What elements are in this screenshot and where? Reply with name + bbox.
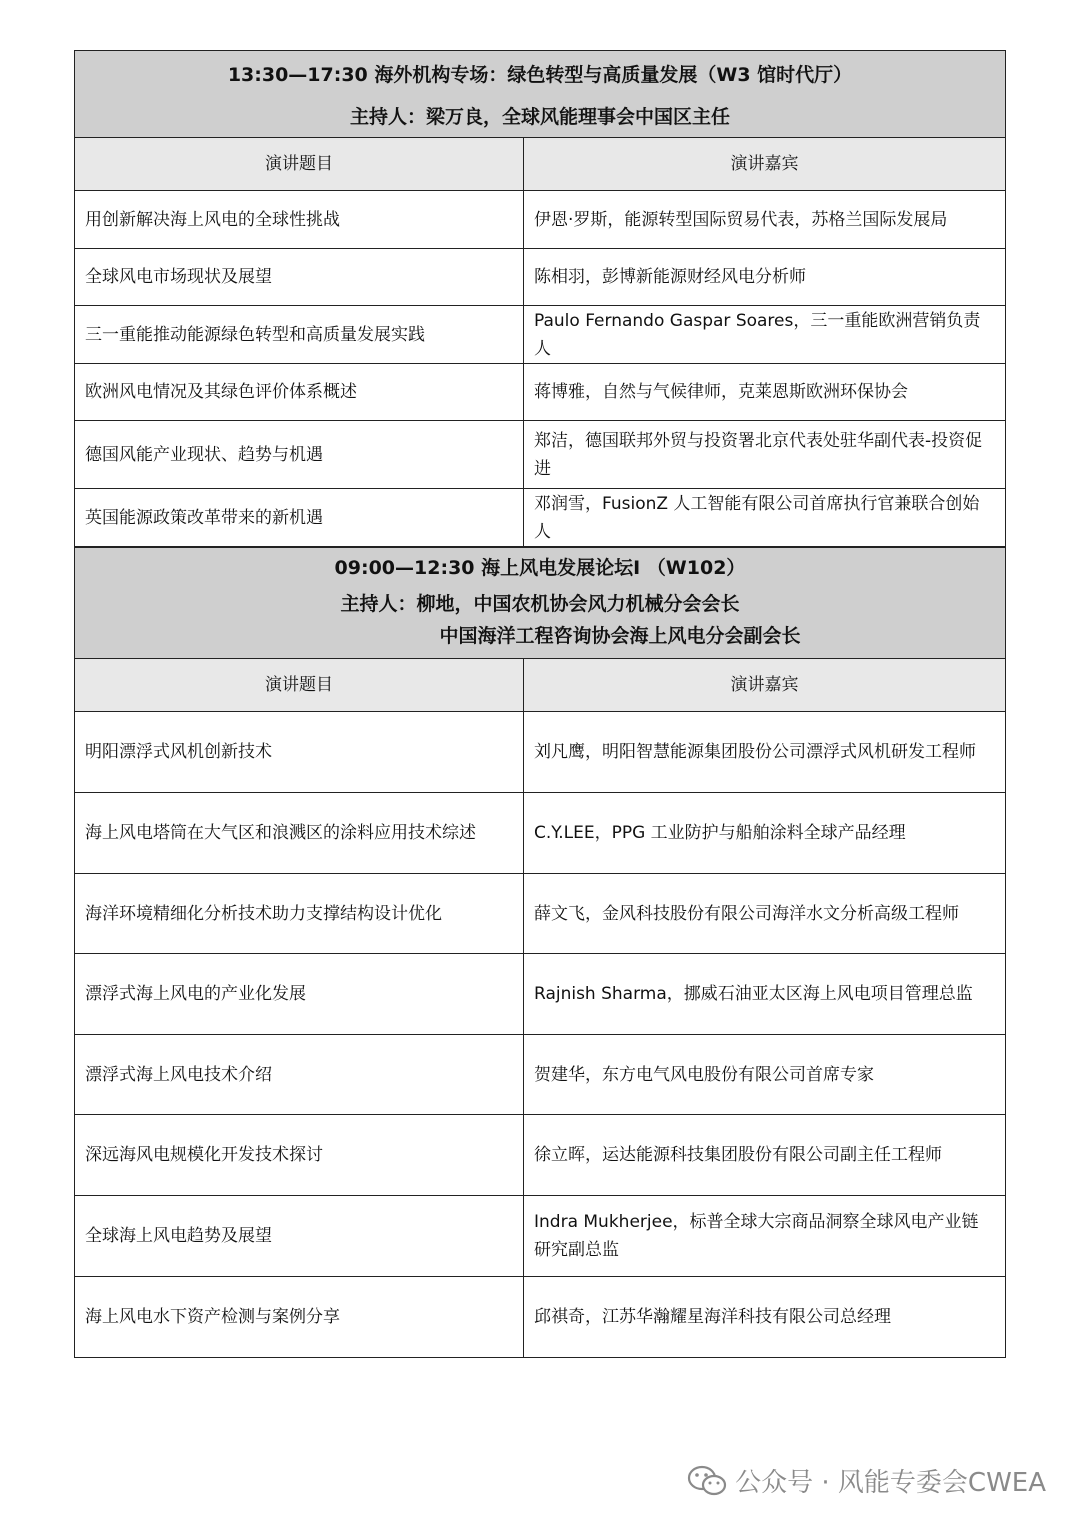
wechat-icon bbox=[687, 1464, 727, 1498]
topic-cell: 欧洲风电情况及其绿色评价体系概述 bbox=[75, 364, 524, 420]
speaker-cell: Indra Mukherjee，标普全球大宗商品洞察全球风电产业链研究副总监 bbox=[534, 1212, 979, 1260]
column-header-topic: 演讲题目 bbox=[75, 138, 524, 190]
table-row bbox=[75, 306, 1005, 364]
table-row bbox=[75, 874, 1005, 954]
section-host: 主持人：柳地，中国农机协会风力机械分会会长 bbox=[340, 593, 740, 615]
column-header-row bbox=[75, 659, 1005, 712]
section-title: 09:00—12:30 海上风电发展论坛Ⅰ （W102） bbox=[334, 557, 746, 579]
table-row bbox=[75, 1277, 1005, 1357]
speaker-cell: 蒋博雅，自然与气候律师，克莱恩斯欧洲环保协会 bbox=[534, 382, 908, 402]
topic-cell: 全球风电市场现状及展望 bbox=[75, 249, 524, 305]
table-row bbox=[75, 712, 1005, 793]
footer-text: 公众号 · 风能专委会CWEA bbox=[735, 1468, 1046, 1498]
topic-cell: 漂浮式海上风电的产业化发展 bbox=[75, 954, 524, 1034]
speaker-cell: Rajnish Sharma，挪威石油亚太区海上风电项目管理总监 bbox=[534, 983, 973, 1004]
speaker-cell: Paulo Fernando Gaspar Soares，三一重能欧洲营销负责人 bbox=[534, 310, 981, 359]
speaker-cell: 刘凡鹰，明阳智慧能源集团股份公司漂浮式风机研发工程师 bbox=[534, 741, 976, 762]
column-header-speaker: 演讲嘉宾 bbox=[730, 675, 799, 695]
speaker-cell: 伊恩·罗斯，能源转型国际贸易代表，苏格兰国际发展局 bbox=[534, 209, 948, 230]
table-row bbox=[75, 793, 1005, 874]
speaker-cell: 郑洁，德国联邦外贸与投资署北京代表处驻华副代表-投资促进 bbox=[534, 430, 983, 479]
section-host-2: 中国海洋工程咨询协会海上风电分会副会长 bbox=[439, 625, 801, 647]
speaker-cell: 薛文飞，金风科技股份有限公司海洋水文分析高级工程师 bbox=[534, 903, 959, 924]
table-row bbox=[75, 954, 1005, 1035]
column-header-topic: 演讲题目 bbox=[75, 659, 524, 711]
section-header bbox=[75, 547, 1005, 659]
table-row bbox=[75, 249, 1005, 306]
footer-watermark bbox=[687, 1462, 1046, 1499]
section-header bbox=[75, 51, 1005, 138]
speaker-cell: C.Y.LEE，PPG 工业防护与船舶涂料全球产品经理 bbox=[534, 823, 906, 843]
topic-cell: 德国风能产业现状、趋势与机遇 bbox=[75, 421, 524, 488]
column-header-row bbox=[75, 138, 1005, 191]
agenda-table bbox=[74, 50, 1006, 1358]
table-row bbox=[75, 421, 1005, 489]
table-row bbox=[75, 489, 1005, 547]
speaker-cell: 邓润雪，FusionZ 人工智能有限公司首席执行官兼联合创始人 bbox=[534, 493, 980, 542]
topic-cell: 漂浮式海上风电技术介绍 bbox=[75, 1035, 524, 1114]
table-row bbox=[75, 1035, 1005, 1115]
topic-cell: 深远海风电规模化开发技术探讨 bbox=[75, 1115, 524, 1195]
topic-cell: 全球海上风电趋势及展望 bbox=[75, 1196, 524, 1276]
table-row bbox=[75, 1115, 1005, 1196]
topic-cell: 海上风电水下资产检测与案例分享 bbox=[75, 1277, 524, 1357]
table-row bbox=[75, 1196, 1005, 1277]
topic-cell: 海洋环境精细化分析技术助力支撑结构设计优化 bbox=[75, 874, 524, 953]
topic-cell: 三一重能推动能源绿色转型和高质量发展实践 bbox=[75, 306, 524, 363]
speaker-cell: 邱祺奇，江苏华瀚耀星海洋科技有限公司总经理 bbox=[534, 1307, 891, 1327]
topic-cell: 海上风电塔筒在大气区和浪溅区的涂料应用技术综述 bbox=[75, 793, 524, 873]
table-row bbox=[75, 364, 1005, 421]
topic-cell: 英国能源政策改革带来的新机遇 bbox=[75, 489, 524, 546]
speaker-cell: 徐立晖，运达能源科技集团股份有限公司副主任工程师 bbox=[534, 1145, 942, 1165]
topic-cell: 明阳漂浮式风机创新技术 bbox=[75, 712, 524, 792]
table-row bbox=[75, 191, 1005, 249]
topic-cell: 用创新解决海上风电的全球性挑战 bbox=[75, 191, 524, 248]
section-host: 主持人：梁万良，全球风能理事会中国区主任 bbox=[349, 106, 730, 128]
section-title: 13:30—17:30 海外机构专场：绿色转型与高质量发展（W3 馆时代厅） bbox=[227, 64, 853, 86]
speaker-cell: 贺建华，东方电气风电股份有限公司首席专家 bbox=[534, 1064, 874, 1085]
column-header-speaker: 演讲嘉宾 bbox=[730, 154, 799, 174]
speaker-cell: 陈相羽，彭博新能源财经风电分析师 bbox=[534, 267, 806, 287]
